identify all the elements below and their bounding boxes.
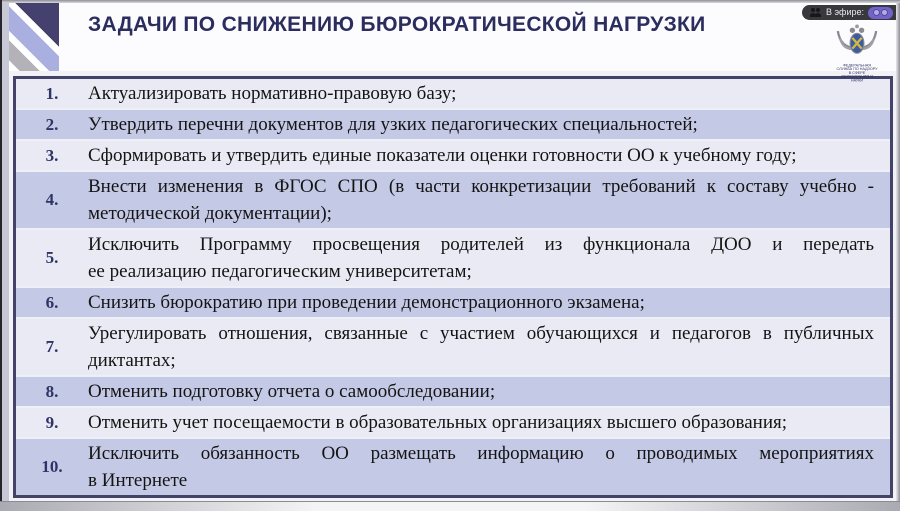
row-number: 8. — [45, 381, 59, 401]
row-text-line: методической документации); — [88, 203, 332, 224]
row-text-line: Актуализировать нормативно-правовую базу; — [88, 83, 457, 104]
row-number: 10. — [41, 457, 63, 476]
row-text — [88, 80, 890, 107]
row-number: 6. — [45, 292, 59, 312]
table-row — [16, 408, 890, 439]
table-row — [16, 230, 890, 288]
frame-edge-bottom — [0, 501, 900, 511]
row-text — [88, 409, 890, 436]
row-number: 4. — [45, 190, 59, 209]
live-badge-label: В эфире: — [825, 7, 864, 17]
row-text-line: Внести изменения в ФГОС СПО (в части конкретизации требований к составу учебно - — [88, 176, 874, 197]
live-badge[interactable] — [802, 5, 896, 20]
row-text-line: Сформировать и утвердить единые показатели оценки готовности ОО к учебному году; — [88, 145, 797, 166]
row-text-line: Отменить учет посещаемости в образовательных организациях высшего образования; — [88, 412, 788, 433]
row-text-line: Урегулировать отношения, связанные с участием обучающихся и педагогов в публичных — [88, 323, 874, 344]
row-text — [88, 320, 890, 374]
table-row — [16, 79, 890, 110]
table-row — [16, 110, 890, 141]
row-text — [88, 231, 890, 285]
slide — [9, 3, 896, 501]
table-row — [16, 319, 890, 377]
viewer-avatars-chip[interactable] — [868, 7, 893, 19]
table-row — [16, 439, 890, 495]
viewer-avatar — [881, 9, 888, 16]
row-number: 5. — [45, 248, 59, 267]
eagle-emblem-icon — [834, 23, 880, 59]
slide-header — [9, 3, 896, 83]
row-text — [88, 111, 890, 138]
row-number: 9. — [45, 412, 59, 432]
frame-edge-left — [0, 0, 2, 511]
frame-edge-top — [0, 0, 900, 3]
row-text — [88, 173, 890, 227]
row-text — [88, 142, 890, 169]
slide-title: ЗАДАЧИ ПО СНИЖЕНИЮ БЮРОКРАТИЧЕСКОЙ НАГРУЗКИ — [88, 13, 706, 36]
table-row — [16, 288, 890, 319]
corner-stripes-decoration — [9, 3, 59, 71]
logo-caption-line1: ФЕДЕРАЛЬНАЯ СЛУЖБА ПО НАДЗОРУ — [836, 64, 878, 72]
row-text-line: Снизить бюрократию при проведении демонстрационного экзамена; — [88, 292, 645, 313]
table-row — [16, 141, 890, 172]
row-text-line: диктантах; — [88, 350, 176, 371]
table-row — [16, 172, 890, 230]
frame-strip-left — [2, 0, 9, 511]
row-number: 7. — [45, 337, 59, 356]
tasks-table — [13, 76, 893, 498]
row-number: 1. — [45, 83, 59, 103]
row-text-line: ее реализацию педагогическим университетам; — [88, 261, 472, 282]
logo-caption-line2: В СФЕРЕ ОБРАЗОВАНИЯ И НАУКИ — [841, 71, 873, 83]
row-text-line: в Интернете — [88, 470, 188, 491]
row-text-line: Отменить подготовку отчета о самообследовании; — [88, 381, 496, 402]
rosobrnadzor-logo — [822, 23, 892, 94]
row-text-line: Исключить обязанность ОО размещать информацию о проводимых мероприятиях — [88, 443, 874, 464]
table-row — [16, 377, 890, 408]
row-number: 3. — [45, 145, 59, 165]
row-number: 2. — [45, 114, 59, 134]
row-text — [88, 378, 890, 405]
viewers-icon — [810, 8, 822, 17]
row-text — [88, 440, 890, 494]
row-text — [88, 289, 890, 316]
frame-edge-right — [896, 0, 900, 511]
row-text-line: Утвердить перечни документов для узких педагогических специальностей; — [88, 114, 698, 135]
row-text-line: Исключить Программу просвещения родителей из функционала ДОО и передать — [88, 234, 874, 255]
viewer-avatar — [873, 9, 880, 16]
